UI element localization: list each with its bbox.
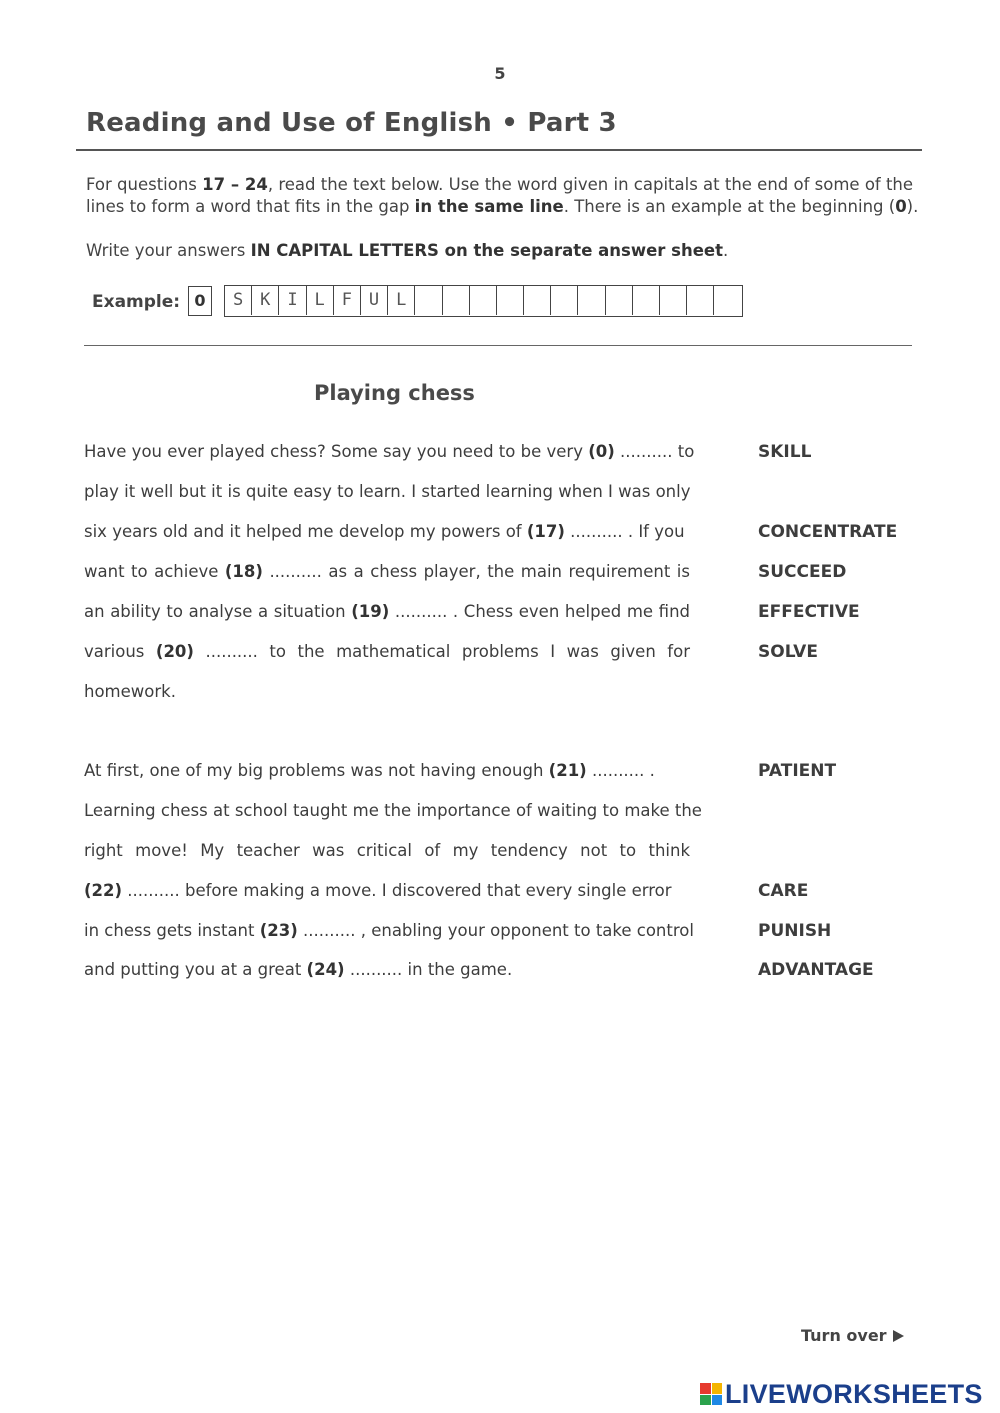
example-letter-box (660, 286, 687, 315)
example-letter-box (524, 286, 551, 315)
line-text: an ability to analyse a situation (84, 602, 352, 621)
passage-line (84, 958, 690, 982)
line-text: .......... . (586, 761, 655, 780)
example-letter-box (415, 286, 442, 315)
passage-line (84, 440, 695, 464)
text-title: Playing chess (314, 381, 475, 405)
capital-word: PUNISH (758, 921, 832, 941)
passage-line (84, 520, 690, 544)
instructions-write: Write your answers IN CAPITAL LETTERS on the separate answer sheet. (86, 241, 729, 260)
heading-divider (76, 149, 922, 151)
brand-text: LIVEWORKSHEETS (725, 1378, 983, 1409)
line-text: .......... to (614, 442, 695, 461)
line-text: want to achieve (84, 562, 225, 581)
liveworksheets-logo-icon (700, 1383, 722, 1405)
capital-word: SUCCEED (758, 562, 847, 582)
example-letter-box: F (334, 286, 361, 315)
passage-line (84, 480, 690, 504)
line-text: .......... as a chess player, the main requirement is (262, 562, 690, 581)
example-letter-box (687, 286, 714, 315)
logo-square (700, 1395, 711, 1406)
example-letter-box: L (307, 286, 334, 315)
example-letter-box (606, 286, 633, 315)
passage-line (84, 919, 694, 943)
passage-line (84, 680, 690, 704)
page-number: 5 (494, 64, 506, 83)
example-letter-box (714, 286, 741, 315)
gap-number: (20) (155, 642, 194, 661)
line-text: .......... before making a move. I discovered that every single error (122, 881, 672, 900)
gap-number: (17) (526, 522, 565, 541)
line-text: .......... . Chess even helped me find (389, 602, 690, 621)
instructions-line-2: lines to form a word that fits in the gap in the same line. There is an example at the beginning (0). (86, 197, 919, 216)
logo-square (712, 1383, 723, 1394)
example-letter-box: S (225, 286, 252, 315)
line-text: Have you ever played chess? Some say you need to be very (84, 442, 589, 461)
line-text: .......... . If you (564, 522, 685, 541)
example-letter-box: L (388, 286, 415, 315)
liveworksheets-brand (700, 1378, 983, 1410)
gap-number: (18) (224, 562, 263, 581)
capital-word: CARE (758, 881, 809, 901)
arrow-right-icon (893, 1330, 904, 1342)
gap-number: (21) (548, 761, 587, 780)
gap-number: (22) (84, 881, 123, 900)
example-letter-box (443, 286, 470, 315)
example-letter-box (578, 286, 605, 315)
logo-square (700, 1383, 711, 1394)
example-label: Example: (92, 292, 181, 312)
gap-number: (19) (351, 602, 390, 621)
passage-line (84, 799, 702, 823)
line-text: Learning chess at school taught me the importance of waiting to make the (84, 801, 702, 820)
line-text: .......... , enabling your opponent to take control (297, 921, 694, 940)
example-letter-box: I (279, 286, 306, 315)
passage-line (84, 560, 690, 584)
example-answer-boxes (224, 285, 743, 317)
line-text: various (84, 642, 156, 661)
logo-square (712, 1395, 723, 1406)
turn-over: Turn over (801, 1326, 904, 1345)
example-number-box: 0 (188, 286, 212, 316)
passage-line (84, 879, 690, 903)
example-letter-box (633, 286, 660, 315)
line-text: and putting you at a great (84, 960, 307, 979)
example-letter-box (551, 286, 578, 315)
section-heading: Reading and Use of English • Part 3 (86, 108, 617, 138)
line-text: play it well but it is quite easy to learn. I started learning when I was only (84, 482, 691, 501)
example-letter-box: K (252, 286, 279, 315)
capital-word: ADVANTAGE (758, 960, 874, 980)
example-divider (84, 345, 912, 346)
line-text: six years old and it helped me develop my powers of (84, 522, 527, 541)
passage-line (84, 759, 690, 783)
passage-line (84, 640, 690, 664)
line-text: .......... to the mathematical problems I was given for (193, 642, 690, 661)
example-letter-box (470, 286, 497, 315)
example-letter-box (497, 286, 524, 315)
capital-word: SOLVE (758, 642, 818, 662)
example-letter-box: U (361, 286, 388, 315)
gap-number: (24) (306, 960, 345, 979)
capital-word: SKILL (758, 442, 812, 462)
line-text: At first, one of my big problems was not having enough (84, 761, 549, 780)
line-text: right move! My teacher was critical of my tendency not to think (84, 841, 690, 860)
gap-number: (0) (588, 442, 615, 461)
line-text: .......... in the game. (344, 960, 513, 979)
capital-word: CONCENTRATE (758, 522, 898, 542)
capital-word: EFFECTIVE (758, 602, 860, 622)
capital-word: PATIENT (758, 761, 837, 781)
line-text: in chess gets instant (84, 921, 260, 940)
passage-line (84, 839, 690, 863)
gap-number: (23) (259, 921, 298, 940)
instructions-line-1: For questions 17 – 24, read the text below. Use the word given in capitals at the end of some of the (86, 175, 914, 194)
passage-line (84, 600, 690, 624)
line-text: homework. (84, 682, 176, 701)
